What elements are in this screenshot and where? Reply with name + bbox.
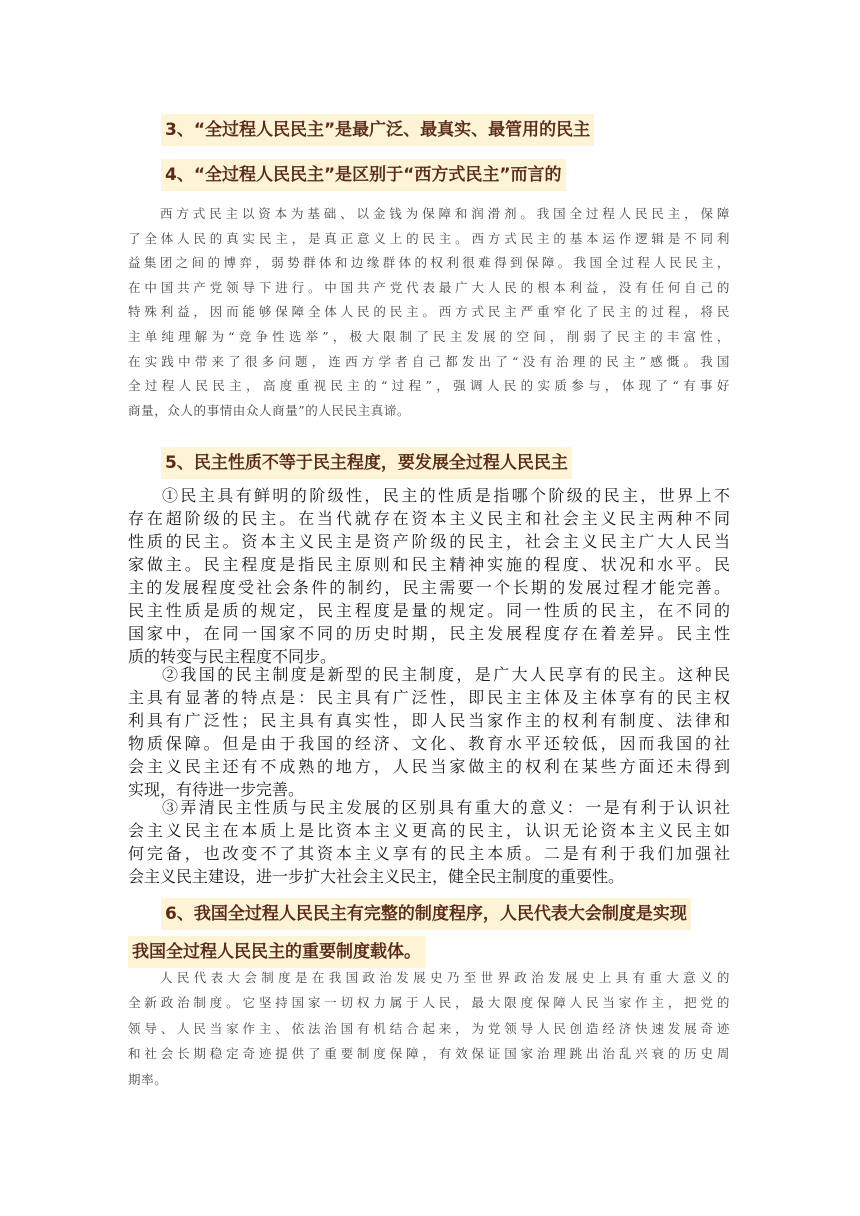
text-line: 益集团之间的博弈，弱势群体和边缘群体的权利很难得到保障。我国全过程人民民主， xyxy=(128,255,730,271)
text-line: 性质的民主。资本主义民主是资产阶级的民主，社会主义民主广大人民当 xyxy=(128,532,730,551)
text-line: 何完备，也改变不了其资本主义享有的民主本质。二是有利于我们加强社 xyxy=(128,844,730,863)
paragraph-peoples-congress xyxy=(128,965,730,1092)
text-line: 商量，众人的事情由众人商量”的人民民主真谛。 xyxy=(128,402,411,418)
text-line: 西方式民主以资本为基础、以金钱为保障和润滑剂。我国全过程人民民主，保障 xyxy=(160,206,730,221)
paragraph-point-3 xyxy=(128,796,730,888)
text-line: 特殊利益，因而能够保障全体人民的民主。西方式民主严重窄化了民主的过程，将民 xyxy=(128,304,730,320)
text-line: 在实践中带来了很多问题，连西方学者自己都发出了“没有治理的民主”感慨。我国 xyxy=(128,353,730,369)
paragraph-point-2 xyxy=(128,663,730,801)
text-line: ③弄清民主性质与民主发展的区别具有重大的意义：一是有利于认识社 xyxy=(162,798,730,817)
text-line: 领导、人民当家作主、依法治国有机结合起来，为党领导人民创造经济快速发展奇迹 xyxy=(128,1020,730,1036)
section-heading-6-continued: 我国全过程人民民主的重要制度载体。 xyxy=(128,936,425,968)
text-line: 和社会长期稳定奇迹提供了重要制度保障，有效保证国家治理跳出治乱兴衰的历史周 xyxy=(128,1046,730,1062)
text-line: 会主义民主建设，进一步扩大社会主义民主，健全民主制度的重要性。 xyxy=(128,867,625,886)
section-heading-3: 3、“全过程人民民主”是最广泛、最真实、最管用的民主 xyxy=(161,114,594,146)
text-line: 国家中，在同一国家不同的历史时期，民主发展程度存在着差异。民主性 xyxy=(128,624,730,643)
text-line: 主的发展程度受社会条件的制约，民主需要一个长期的发展过程才能完善。 xyxy=(128,578,730,597)
text-line: ②我国的民主制度是新型的民主制度，是广大人民享有的民主。这种民 xyxy=(162,665,730,684)
text-line: 人民代表大会制度是在我国政治发展史乃至世界政治发展史上具有重大意义的 xyxy=(160,970,730,985)
text-line: ①民主具有鲜明的阶级性，民主的性质是指哪个阶级的民主，世界上不 xyxy=(162,486,730,505)
section-heading-5: 5、民主性质不等于民主程度，要发展全过程人民民主 xyxy=(161,447,572,479)
text-line: 主单纯理解为“竞争性选举”，极大限制了民主发展的空间，削弱了民主的丰富性， xyxy=(128,328,730,344)
text-line: 在中国共产党领导下进行。中国共产党代表最广大人民的根本利益，没有任何自己的 xyxy=(128,279,730,295)
text-line: 家做主。民主程度是指民主原则和民主精神实施的程度、状况和水平。民 xyxy=(128,555,730,574)
text-line: 实现，有待进一步完善。 xyxy=(128,780,305,799)
text-line: 存在超阶级的民主。在当代就存在资本主义民主和社会主义民主两种不同 xyxy=(128,509,730,528)
section-heading-4: 4、“全过程人民民主”是区别于“西方式民主”而言的 xyxy=(161,159,566,191)
text-line: 全过程人民民主，高度重视民主的“过程”，强调人民的实质参与，体现了“有事好 xyxy=(128,378,730,394)
text-line: 主具有显著的特点是：民主具有广泛性，即民主主体及主体享有的民主权 xyxy=(128,688,730,707)
paragraph-western-democracy xyxy=(128,202,730,423)
text-line: 全新政治制度。它坚持国家一切权力属于人民，最大限度保障人民当家作主，把党的 xyxy=(128,995,730,1011)
text-line: 质的转变与民主程度不同步。 xyxy=(128,647,337,666)
text-line: 物质保障。但是由于我国的经济、文化、教育水平还较低，因而我国的社 xyxy=(128,734,730,753)
text-line: 期率。 xyxy=(128,1071,168,1087)
text-line: 利具有广泛性；民主具有真实性，即人民当家作主的权利有制度、法律和 xyxy=(128,711,730,730)
text-line: 了全体人民的真实民主，是真正意义上的民主。西方式民主的基本运作逻辑是不同利 xyxy=(128,230,730,246)
paragraph-point-1 xyxy=(128,484,730,668)
text-line: 民主性质是质的规定，民主程度是量的规定。同一性质的民主，在不同的 xyxy=(128,601,730,620)
text-line: 会主义民主还有不成熟的地方，人民当家做主的权利在某些方面还未得到 xyxy=(128,757,730,776)
section-heading-6: 6、我国全过程人民民主有完整的制度程序，人民代表大会制度是实现 xyxy=(161,898,691,930)
text-line: 会主义民主在本质上是比资本主义更高的民主，认识无论资本主义民主如 xyxy=(128,821,730,840)
